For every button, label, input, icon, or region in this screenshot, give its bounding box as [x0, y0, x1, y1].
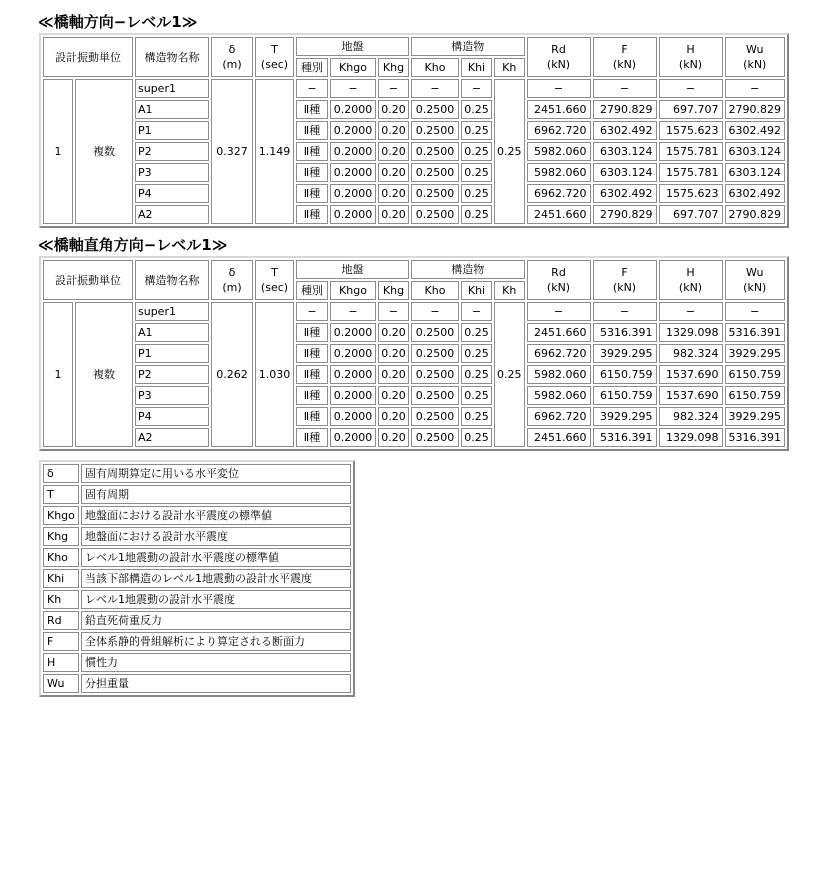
- khg-cell: 0.20: [378, 407, 409, 426]
- khgo-cell: 0.2000: [330, 323, 376, 342]
- kho-cell: 0.2500: [411, 344, 459, 363]
- rd-cell: 6962.720: [527, 344, 591, 363]
- kho-cell: −: [411, 79, 459, 98]
- legend-description: 固有周期算定に用いる水平変位: [81, 464, 351, 483]
- legend-symbol: Khg: [43, 527, 79, 546]
- t-value: 1.030: [255, 302, 294, 447]
- table-row: [43, 428, 785, 447]
- section-title-longitudinal: ≪橋軸方向−レベル1≫: [38, 13, 198, 31]
- header-khg: Khg: [378, 281, 409, 300]
- kh-value: 0.25: [494, 79, 525, 224]
- structure-name: P1: [135, 121, 209, 140]
- wu-cell: 3929.295: [725, 344, 786, 363]
- h-cell: 697.707: [659, 100, 723, 119]
- header-f: F (kN): [593, 37, 657, 77]
- rd-cell: 2451.660: [527, 428, 591, 447]
- khg-cell: 0.20: [378, 142, 409, 161]
- structure-name: A2: [135, 428, 209, 447]
- khi-cell: 0.25: [461, 407, 492, 426]
- legend-row: [43, 674, 351, 693]
- khgo-cell: 0.2000: [330, 100, 376, 119]
- f-cell: 6302.492: [593, 184, 657, 203]
- header-khgo: Khgo: [330, 281, 376, 300]
- header-h: H (kN): [659, 37, 723, 77]
- khg-cell: 0.20: [378, 184, 409, 203]
- structure-name: A1: [135, 323, 209, 342]
- khgo-cell: −: [330, 79, 376, 98]
- wu-cell: −: [725, 79, 786, 98]
- kind-cell: Ⅱ種: [296, 142, 328, 161]
- kho-cell: 0.2500: [411, 100, 459, 119]
- header-kho: Kho: [411, 58, 459, 77]
- header-kind: 種別: [296, 58, 328, 77]
- t-value: 1.149: [255, 79, 294, 224]
- khg-cell: 0.20: [378, 365, 409, 384]
- khi-cell: 0.25: [461, 323, 492, 342]
- wu-cell: 6302.492: [725, 121, 786, 140]
- table-row: [43, 79, 785, 98]
- structure-name: P4: [135, 407, 209, 426]
- f-cell: 6303.124: [593, 163, 657, 182]
- legend-symbol: Rd: [43, 611, 79, 630]
- legend-description: 鉛直死荷重反力: [81, 611, 351, 630]
- unit-type: 複数: [75, 302, 133, 447]
- rd-cell: 5982.060: [527, 365, 591, 384]
- khg-cell: 0.20: [378, 100, 409, 119]
- khgo-cell: 0.2000: [330, 344, 376, 363]
- rd-cell: 2451.660: [527, 205, 591, 224]
- header-delta: δ (m): [211, 260, 253, 300]
- khgo-cell: 0.2000: [330, 386, 376, 405]
- rd-cell: 5982.060: [527, 163, 591, 182]
- khi-cell: 0.25: [461, 428, 492, 447]
- khi-cell: 0.25: [461, 386, 492, 405]
- legend-symbol: Khgo: [43, 506, 79, 525]
- kho-cell: 0.2500: [411, 323, 459, 342]
- kho-cell: 0.2500: [411, 163, 459, 182]
- legend-row: [43, 611, 351, 630]
- rd-cell: −: [527, 302, 591, 321]
- unit-type: 複数: [75, 79, 133, 224]
- structure-name: P2: [135, 142, 209, 161]
- khgo-cell: 0.2000: [330, 163, 376, 182]
- section-title-transverse: ≪橋軸直角方向−レベル1≫: [38, 236, 228, 254]
- delta-value: 0.327: [211, 79, 253, 224]
- kind-cell: Ⅱ種: [296, 365, 328, 384]
- table-row: [43, 302, 785, 321]
- header-unit: 設計振動単位: [43, 260, 133, 300]
- khgo-cell: 0.2000: [330, 184, 376, 203]
- legend-row: [43, 485, 351, 504]
- legend-symbol: Wu: [43, 674, 79, 693]
- f-cell: 6302.492: [593, 121, 657, 140]
- h-cell: 1329.098: [659, 428, 723, 447]
- khg-cell: 0.20: [378, 121, 409, 140]
- legend-description: 地盤面における設計水平震度の標準値: [81, 506, 351, 525]
- kh-value: 0.25: [494, 302, 525, 447]
- rd-cell: 6962.720: [527, 407, 591, 426]
- unit-number: 1: [43, 302, 73, 447]
- kho-cell: 0.2500: [411, 407, 459, 426]
- rd-cell: 5982.060: [527, 142, 591, 161]
- legend-description: レベル1地震動の設計水平震度の標準値: [81, 548, 351, 567]
- table-row: [43, 142, 785, 161]
- legend-row: [43, 590, 351, 609]
- legend-description: 全体系静的骨組解析により算定される断面力: [81, 632, 351, 651]
- structure-name: P3: [135, 386, 209, 405]
- h-cell: 1537.690: [659, 386, 723, 405]
- kind-cell: Ⅱ種: [296, 100, 328, 119]
- legend-description: レベル1地震動の設計水平震度: [81, 590, 351, 609]
- kho-cell: 0.2500: [411, 365, 459, 384]
- h-cell: −: [659, 302, 723, 321]
- khg-cell: 0.20: [378, 323, 409, 342]
- legend-row: [43, 548, 351, 567]
- structure-name: P1: [135, 344, 209, 363]
- header-wu: Wu (kN): [725, 260, 786, 300]
- wu-cell: 6303.124: [725, 163, 786, 182]
- f-cell: −: [593, 302, 657, 321]
- h-cell: −: [659, 79, 723, 98]
- header-unit: 設計振動単位: [43, 37, 133, 77]
- wu-cell: 5316.391: [725, 428, 786, 447]
- kind-cell: −: [296, 302, 328, 321]
- khgo-cell: 0.2000: [330, 365, 376, 384]
- rd-cell: 2451.660: [527, 100, 591, 119]
- table-row: [43, 407, 785, 426]
- header-khgo: Khgo: [330, 58, 376, 77]
- khg-cell: 0.20: [378, 386, 409, 405]
- kind-cell: Ⅱ種: [296, 323, 328, 342]
- legend-row: [43, 569, 351, 588]
- legend-row: [43, 653, 351, 672]
- khi-cell: −: [461, 302, 492, 321]
- khi-cell: 0.25: [461, 344, 492, 363]
- rd-cell: 6962.720: [527, 121, 591, 140]
- header-kho: Kho: [411, 281, 459, 300]
- delta-value: 0.262: [211, 302, 253, 447]
- wu-cell: 3929.295: [725, 407, 786, 426]
- f-cell: 6150.759: [593, 365, 657, 384]
- h-cell: 1575.781: [659, 142, 723, 161]
- khi-cell: 0.25: [461, 365, 492, 384]
- f-cell: 3929.295: [593, 407, 657, 426]
- wu-cell: 6150.759: [725, 386, 786, 405]
- header-structure-name: 構造物名称: [135, 260, 209, 300]
- table-row: [43, 323, 785, 342]
- header-structure-name: 構造物名称: [135, 37, 209, 77]
- khi-cell: −: [461, 79, 492, 98]
- table-row: [43, 386, 785, 405]
- header-khi: Khi: [461, 281, 492, 300]
- khg-cell: 0.20: [378, 205, 409, 224]
- wu-cell: 6302.492: [725, 184, 786, 203]
- f-cell: 6150.759: [593, 386, 657, 405]
- header-delta: δ (m): [211, 37, 253, 77]
- header-rd: Rd (kN): [527, 260, 591, 300]
- f-cell: 5316.391: [593, 428, 657, 447]
- kho-cell: 0.2500: [411, 386, 459, 405]
- transverse-table: [39, 256, 789, 451]
- h-cell: 1575.623: [659, 184, 723, 203]
- kho-cell: 0.2500: [411, 121, 459, 140]
- header-row-1: [43, 260, 785, 279]
- header-ground: 地盤: [296, 37, 409, 56]
- header-t: T (sec): [255, 37, 294, 77]
- legend-symbol: δ: [43, 464, 79, 483]
- legend-symbol: Kh: [43, 590, 79, 609]
- table-row: [43, 163, 785, 182]
- legend-table: [39, 460, 355, 697]
- legend-row: [43, 506, 351, 525]
- khgo-cell: −: [330, 302, 376, 321]
- kind-cell: Ⅱ種: [296, 386, 328, 405]
- longitudinal-table: [39, 33, 789, 228]
- khi-cell: 0.25: [461, 163, 492, 182]
- wu-cell: 6150.759: [725, 365, 786, 384]
- header-f: F (kN): [593, 260, 657, 300]
- header-rd: Rd (kN): [527, 37, 591, 77]
- khg-cell: 0.20: [378, 344, 409, 363]
- wu-cell: −: [725, 302, 786, 321]
- wu-cell: 6303.124: [725, 142, 786, 161]
- structure-name: super1: [135, 302, 209, 321]
- khi-cell: 0.25: [461, 205, 492, 224]
- f-cell: 3929.295: [593, 344, 657, 363]
- table-row: [43, 365, 785, 384]
- khi-cell: 0.25: [461, 184, 492, 203]
- kind-cell: −: [296, 79, 328, 98]
- kind-cell: Ⅱ種: [296, 121, 328, 140]
- kind-cell: Ⅱ種: [296, 205, 328, 224]
- table-row: [43, 344, 785, 363]
- rd-cell: −: [527, 79, 591, 98]
- h-cell: 1537.690: [659, 365, 723, 384]
- legend-description: 当該下部構造のレベル1地震動の設計水平震度: [81, 569, 351, 588]
- h-cell: 1329.098: [659, 323, 723, 342]
- f-cell: 6303.124: [593, 142, 657, 161]
- table-row: [43, 121, 785, 140]
- kind-cell: Ⅱ種: [296, 344, 328, 363]
- header-kh: Kh: [494, 58, 525, 77]
- header-ground: 地盤: [296, 260, 409, 279]
- table-row: [43, 100, 785, 119]
- kho-cell: 0.2500: [411, 142, 459, 161]
- header-khg: Khg: [378, 58, 409, 77]
- legend-symbol: F: [43, 632, 79, 651]
- legend-row: [43, 464, 351, 483]
- header-wu: Wu (kN): [725, 37, 786, 77]
- wu-cell: 2790.829: [725, 100, 786, 119]
- legend-row: [43, 527, 351, 546]
- header-kh: Kh: [494, 281, 525, 300]
- table-row: [43, 205, 785, 224]
- wu-cell: 5316.391: [725, 323, 786, 342]
- header-t: T (sec): [255, 260, 294, 300]
- legend-description: 分担重量: [81, 674, 351, 693]
- legend-row: [43, 632, 351, 651]
- legend-description: 地盤面における設計水平震度: [81, 527, 351, 546]
- structure-name: A1: [135, 100, 209, 119]
- kho-cell: 0.2500: [411, 205, 459, 224]
- khgo-cell: 0.2000: [330, 142, 376, 161]
- unit-number: 1: [43, 79, 73, 224]
- f-cell: −: [593, 79, 657, 98]
- khg-cell: −: [378, 302, 409, 321]
- khg-cell: 0.20: [378, 163, 409, 182]
- structure-name: P2: [135, 365, 209, 384]
- kind-cell: Ⅱ種: [296, 184, 328, 203]
- kind-cell: Ⅱ種: [296, 428, 328, 447]
- structure-name: A2: [135, 205, 209, 224]
- legend-symbol: T: [43, 485, 79, 504]
- wu-cell: 2790.829: [725, 205, 786, 224]
- h-cell: 697.707: [659, 205, 723, 224]
- rd-cell: 5982.060: [527, 386, 591, 405]
- kho-cell: −: [411, 302, 459, 321]
- rd-cell: 6962.720: [527, 184, 591, 203]
- f-cell: 2790.829: [593, 205, 657, 224]
- khi-cell: 0.25: [461, 142, 492, 161]
- header-h: H (kN): [659, 260, 723, 300]
- h-cell: 1575.781: [659, 163, 723, 182]
- khgo-cell: 0.2000: [330, 407, 376, 426]
- khgo-cell: 0.2000: [330, 205, 376, 224]
- f-cell: 2790.829: [593, 100, 657, 119]
- header-structure: 構造物: [411, 260, 525, 279]
- structure-name: P4: [135, 184, 209, 203]
- kho-cell: 0.2500: [411, 428, 459, 447]
- kho-cell: 0.2500: [411, 184, 459, 203]
- khg-cell: 0.20: [378, 428, 409, 447]
- khi-cell: 0.25: [461, 100, 492, 119]
- khgo-cell: 0.2000: [330, 428, 376, 447]
- header-row-1: [43, 37, 785, 56]
- structure-name: super1: [135, 79, 209, 98]
- legend-symbol: Kho: [43, 548, 79, 567]
- header-kind: 種別: [296, 281, 328, 300]
- header-khi: Khi: [461, 58, 492, 77]
- h-cell: 982.324: [659, 344, 723, 363]
- legend-description: 慣性力: [81, 653, 351, 672]
- kind-cell: Ⅱ種: [296, 163, 328, 182]
- khgo-cell: 0.2000: [330, 121, 376, 140]
- h-cell: 982.324: [659, 407, 723, 426]
- header-structure: 構造物: [411, 37, 525, 56]
- khi-cell: 0.25: [461, 121, 492, 140]
- f-cell: 5316.391: [593, 323, 657, 342]
- h-cell: 1575.623: [659, 121, 723, 140]
- legend-description: 固有周期: [81, 485, 351, 504]
- kind-cell: Ⅱ種: [296, 407, 328, 426]
- table-row: [43, 184, 785, 203]
- khg-cell: −: [378, 79, 409, 98]
- legend-symbol: Khi: [43, 569, 79, 588]
- structure-name: P3: [135, 163, 209, 182]
- legend-symbol: H: [43, 653, 79, 672]
- rd-cell: 2451.660: [527, 323, 591, 342]
